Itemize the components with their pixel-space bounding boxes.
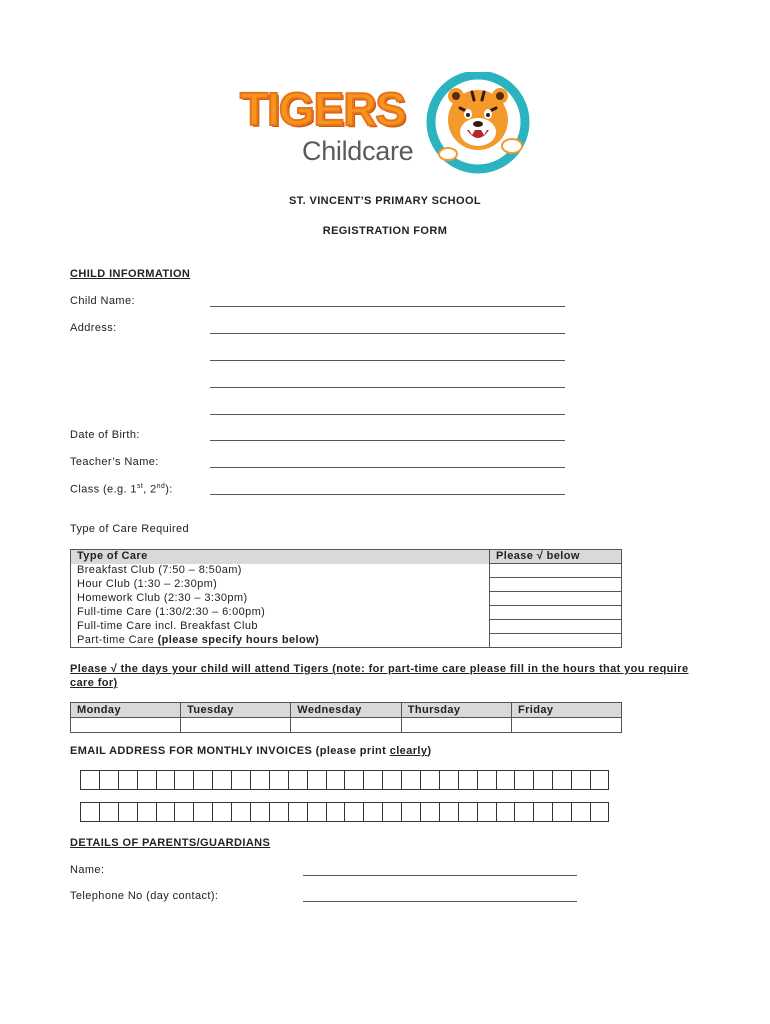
- email-char-box[interactable]: [571, 802, 590, 822]
- email-char-box[interactable]: [231, 802, 250, 822]
- class-field[interactable]: [210, 494, 565, 495]
- parents-heading: DETAILS OF PARENTS/GUARDIANS: [70, 837, 271, 849]
- email-char-box[interactable]: [80, 770, 99, 790]
- class-label-mid: , 2: [143, 483, 157, 496]
- email-char-box[interactable]: [496, 770, 515, 790]
- email-char-box[interactable]: [137, 802, 156, 822]
- email-char-box[interactable]: [533, 802, 552, 822]
- care-type-cell: Full-time Care incl. Breakfast Club: [71, 620, 490, 634]
- email-char-box[interactable]: [118, 802, 137, 822]
- care-row: [71, 606, 622, 620]
- care-tick-cell[interactable]: [490, 564, 622, 578]
- email-heading: [70, 745, 431, 757]
- days-entry-row: [71, 718, 622, 733]
- care-type-cell: Full-time Care (1:30/2:30 – 6:00pm): [71, 606, 490, 620]
- email-char-box[interactable]: [439, 802, 458, 822]
- email-char-box[interactable]: [533, 770, 552, 790]
- email-char-box[interactable]: [250, 802, 269, 822]
- care-row: [71, 592, 622, 606]
- email-char-box[interactable]: [363, 802, 382, 822]
- class-label: [70, 483, 173, 496]
- care-tick-cell[interactable]: [490, 606, 622, 620]
- email-char-box[interactable]: [174, 802, 193, 822]
- care-tick-cell[interactable]: [490, 578, 622, 592]
- days-instruction-line-2: care for): [70, 677, 118, 689]
- care-row: [71, 634, 622, 648]
- care-table: [70, 549, 622, 648]
- child-name-label: Child Name:: [70, 295, 135, 307]
- care-table-header: [71, 550, 622, 564]
- address-field-line-4[interactable]: [210, 414, 565, 415]
- care-tick-header: Please √ below: [490, 550, 622, 564]
- email-char-box[interactable]: [571, 770, 590, 790]
- email-char-box[interactable]: [326, 770, 345, 790]
- form-title: REGISTRATION FORM: [322, 225, 448, 237]
- address-label: Address:: [70, 322, 117, 334]
- part-time-note: (please specify hours below): [157, 633, 320, 646]
- email-character-boxes-row-1[interactable]: [80, 770, 609, 790]
- email-char-box[interactable]: [496, 802, 515, 822]
- email-char-box[interactable]: [382, 802, 401, 822]
- email-char-box[interactable]: [99, 802, 118, 822]
- email-char-box[interactable]: [344, 770, 363, 790]
- email-char-box[interactable]: [477, 770, 496, 790]
- class-label-sup-st: st: [136, 483, 144, 490]
- email-char-box[interactable]: [288, 770, 307, 790]
- email-char-box[interactable]: [156, 802, 175, 822]
- days-instruction: [70, 662, 710, 690]
- email-char-box[interactable]: [288, 802, 307, 822]
- email-char-box[interactable]: [212, 770, 231, 790]
- email-char-box[interactable]: [590, 770, 609, 790]
- email-char-box[interactable]: [420, 802, 439, 822]
- email-char-box[interactable]: [514, 802, 533, 822]
- child-info-heading: CHILD INFORMATION: [70, 268, 191, 280]
- teacher-name-label: Teacher’s Name:: [70, 456, 159, 468]
- care-intro: Type of Care Required: [70, 523, 190, 535]
- days-instruction-line-1: Please √ the days your child will attend Tigers (note: for part-time care please fill in the hours that you require: [70, 663, 689, 675]
- email-char-box[interactable]: [552, 770, 571, 790]
- day-cell-thursday[interactable]: [401, 718, 511, 733]
- email-heading-text: EMAIL ADDRESS FOR MONTHLY INVOICES (please print: [70, 745, 390, 757]
- email-char-box[interactable]: [231, 770, 250, 790]
- email-char-box[interactable]: [326, 802, 345, 822]
- parent-name-field[interactable]: [303, 875, 577, 876]
- email-char-box[interactable]: [363, 770, 382, 790]
- day-cell-monday[interactable]: [71, 718, 181, 733]
- email-char-box[interactable]: [420, 770, 439, 790]
- email-char-box[interactable]: [269, 770, 288, 790]
- phone-label: Telephone No (day contact):: [70, 890, 219, 902]
- email-char-box[interactable]: [99, 770, 118, 790]
- care-type-cell: Homework Club (2:30 – 3:30pm): [71, 592, 490, 606]
- email-char-box[interactable]: [458, 802, 477, 822]
- day-header-friday: Friday: [511, 703, 621, 718]
- school-name: ST. VINCENT’S PRIMARY SCHOOL: [288, 195, 482, 207]
- care-tick-cell[interactable]: [490, 592, 622, 606]
- care-row: [71, 578, 622, 592]
- email-char-box[interactable]: [118, 770, 137, 790]
- class-label-end: ):: [165, 483, 173, 496]
- care-type-cell: Hour Club (1:30 – 2:30pm): [71, 578, 490, 592]
- phone-field[interactable]: [303, 901, 577, 902]
- day-cell-wednesday[interactable]: [291, 718, 401, 733]
- child-name-field[interactable]: [210, 306, 565, 307]
- logo-wordmark: TIGERS: [240, 83, 406, 135]
- dob-field[interactable]: [210, 440, 565, 441]
- email-char-box[interactable]: [401, 802, 420, 822]
- email-char-box[interactable]: [137, 770, 156, 790]
- care-row: [71, 564, 622, 578]
- class-label-sup-nd: nd: [156, 483, 166, 490]
- email-char-box[interactable]: [193, 770, 212, 790]
- day-header-tuesday: Tuesday: [181, 703, 291, 718]
- teacher-name-field[interactable]: [210, 467, 565, 468]
- address-field-line-1[interactable]: [210, 333, 565, 334]
- email-char-box[interactable]: [382, 770, 401, 790]
- day-header-wednesday: Wednesday: [291, 703, 401, 718]
- class-label-text: Class (e.g. 1: [70, 483, 137, 496]
- email-char-box[interactable]: [401, 770, 420, 790]
- email-char-box[interactable]: [250, 770, 269, 790]
- email-char-box[interactable]: [439, 770, 458, 790]
- days-table-header: [71, 703, 622, 718]
- email-heading-emphasis: clearly: [389, 745, 428, 757]
- email-char-box[interactable]: [156, 770, 175, 790]
- day-cell-friday[interactable]: [511, 718, 621, 733]
- logo-subtitle: Childcare: [302, 136, 414, 166]
- care-type-cell: Breakfast Club (7:50 – 8:50am): [71, 564, 490, 578]
- email-char-box[interactable]: [174, 770, 193, 790]
- email-char-box[interactable]: [80, 802, 99, 822]
- part-time-label: Part-time Care: [77, 633, 158, 646]
- email-char-box[interactable]: [307, 802, 326, 822]
- email-char-box[interactable]: [193, 802, 212, 822]
- email-char-box[interactable]: [344, 802, 363, 822]
- tiger-mascot-icon: [420, 72, 532, 176]
- email-char-box[interactable]: [212, 802, 231, 822]
- email-heading-close: ): [427, 745, 432, 757]
- address-field-line-3[interactable]: [210, 387, 565, 388]
- parent-name-label: Name:: [70, 864, 105, 876]
- email-char-box[interactable]: [590, 802, 609, 822]
- care-tick-cell[interactable]: [490, 620, 622, 634]
- day-cell-tuesday[interactable]: [181, 718, 291, 733]
- email-char-box[interactable]: [269, 802, 288, 822]
- email-char-box[interactable]: [552, 802, 571, 822]
- email-char-box[interactable]: [458, 770, 477, 790]
- care-row: [71, 620, 622, 634]
- email-char-box[interactable]: [514, 770, 533, 790]
- address-field-line-2[interactable]: [210, 360, 565, 361]
- email-character-boxes-row-2[interactable]: [80, 802, 609, 822]
- days-table: [70, 702, 622, 733]
- email-char-box[interactable]: [307, 770, 326, 790]
- dob-label: Date of Birth:: [70, 429, 140, 441]
- email-char-box[interactable]: [477, 802, 496, 822]
- day-header-monday: Monday: [71, 703, 181, 718]
- care-tick-cell[interactable]: [490, 634, 622, 648]
- day-header-thursday: Thursday: [401, 703, 511, 718]
- care-type-cell-part-time: [71, 634, 490, 648]
- care-type-header: Type of Care: [71, 550, 490, 564]
